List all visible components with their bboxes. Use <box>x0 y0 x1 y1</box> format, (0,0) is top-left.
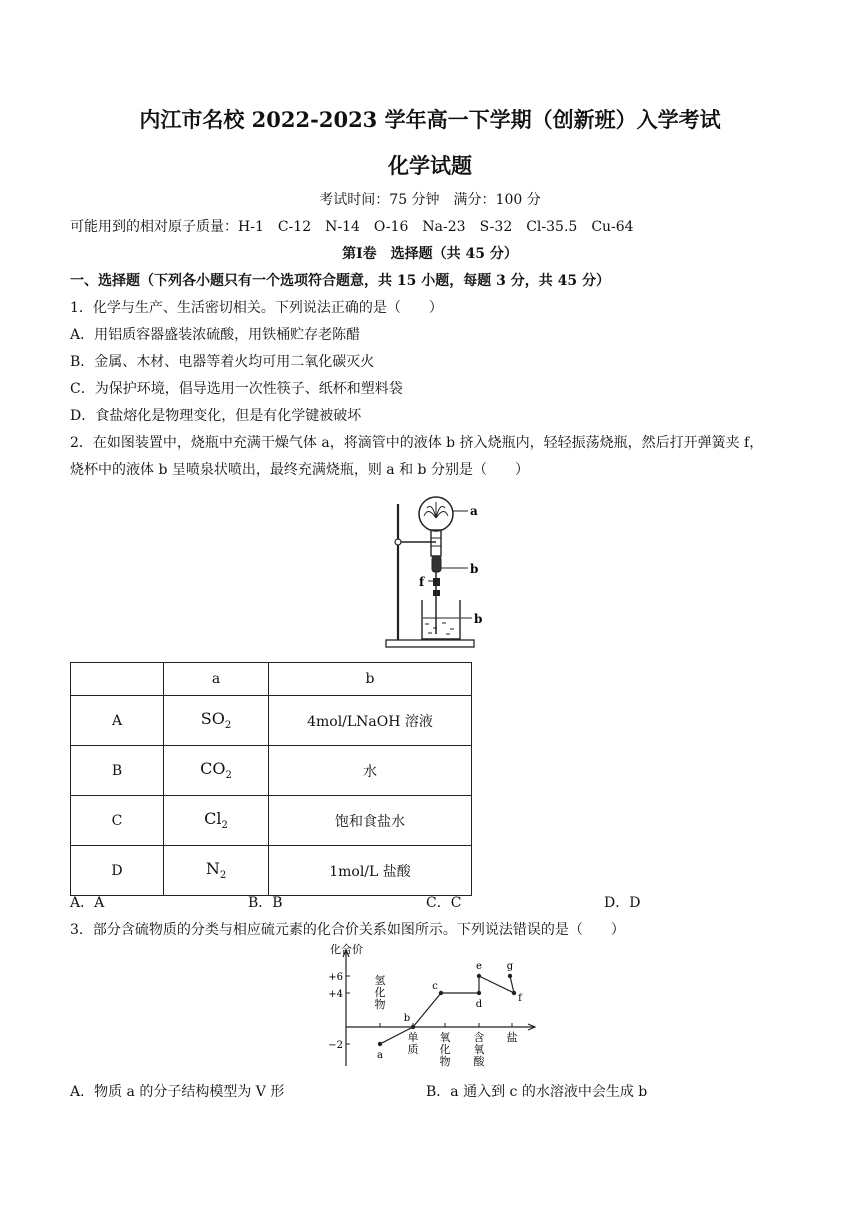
data-point-b <box>411 1025 415 1029</box>
x-tick-label: 物 <box>439 1055 451 1068</box>
x-tick-label: 单 <box>407 1031 419 1044</box>
row-label: C <box>71 796 164 846</box>
data-point-e <box>477 974 481 978</box>
x-tick-label: 质 <box>407 1043 419 1056</box>
q3-option-b: B．a 通入到 c 的水溶液中会生成 b <box>426 1084 648 1100</box>
figure-label-b-beaker: b <box>474 612 483 626</box>
data-label-g: g <box>506 961 514 972</box>
data-label-a: a <box>377 1050 383 1061</box>
sulfur-valence-chart <box>322 938 544 1070</box>
table-header-cell: a <box>164 663 269 696</box>
liquid-cell: 4mol/LNaOH 溶液 <box>269 696 472 746</box>
liquid-cell: 饱和食盐水 <box>269 796 472 846</box>
data-label-d: d <box>475 999 483 1010</box>
x-tick-label: 含 <box>473 1031 485 1044</box>
data-label-c: c <box>432 981 438 992</box>
q2-options-table <box>70 662 472 896</box>
q1-option-b: B．金属、木材、电器等着火均可用二氧化碳灭火 <box>70 354 375 370</box>
fountain-apparatus-figure <box>380 492 495 657</box>
series-line <box>479 976 514 993</box>
gas-formula: N <box>205 859 220 879</box>
q2-stem-line1: 2．在如图装置中，烧瓶中充满干燥气体 a，将滴管中的液体 b 挤入烧瓶内，轻轻振荡烧瓶，然后打开弹簧夹 f， <box>70 435 764 451</box>
data-point-g <box>508 974 512 978</box>
row-label: D <box>71 846 164 896</box>
x-tick-label: 酸 <box>473 1055 485 1068</box>
gas-subscript: 2 <box>225 770 232 782</box>
part-title: 第Ⅰ卷 选择题（共 45 分） <box>342 246 518 262</box>
table-row <box>71 846 472 896</box>
series-line <box>413 993 441 1027</box>
table-row <box>71 696 472 746</box>
x-tick-label: 氧 <box>439 1031 451 1044</box>
q2-answer-c: C．C <box>426 895 462 911</box>
data-point-d <box>477 991 481 995</box>
gas-formula: Cl <box>204 809 222 829</box>
y-tick-label: +6 <box>328 972 343 983</box>
x-tick-label: 物 <box>374 998 386 1011</box>
data-label-f: f <box>518 993 522 1004</box>
table-header-cell: b <box>269 663 472 696</box>
row-label: B <box>71 746 164 796</box>
q3-option-a: A．物质 a 的分子结构模型为 V 形 <box>70 1084 285 1100</box>
q1-option-c: C．为保护环境，倡导选用一次性筷子、纸杯和塑料袋 <box>70 381 403 397</box>
y-tick-label: +4 <box>328 989 343 1000</box>
liquid-cell: 1mol/L 盐酸 <box>269 846 472 896</box>
data-point-a <box>378 1042 382 1046</box>
paper-title: 内江市名校 2022-2023 学年高一下学期（创新班）入学考试 <box>139 107 721 132</box>
q1-option-d: D．食盐熔化是物理变化，但是有化学键被破坏 <box>70 408 362 424</box>
x-tick-label: 化 <box>439 1043 451 1056</box>
paper-subtitle: 化学试题 <box>388 153 472 178</box>
table-row <box>71 746 472 796</box>
row-label: A <box>71 696 164 746</box>
gas-subscript: 2 <box>221 820 228 832</box>
gas-cell <box>164 846 269 896</box>
y-tick-label: −2 <box>328 1040 343 1051</box>
atomic-mass-line: 可能用到的相对原子质量：H-1 C-12 N-14 O-16 Na-23 S-32 Cl-35.5 Cu-64 <box>70 219 634 235</box>
q2-answer-b: B．B <box>248 895 283 911</box>
section-title: 一、选择题（下列各小题只有一个选项符合题意，共 15 小题，每题 3 分，共 45 分） <box>70 273 610 289</box>
gas-subscript: 2 <box>224 720 232 732</box>
q3-stem: 3．部分含硫物质的分类与相应硫元素的化合价关系如图所示。下列说法错误的是（ ） <box>70 922 625 938</box>
q1-stem: 1．化学与生产、生活密切相关。下列说法正确的是（ ） <box>70 300 443 316</box>
q2-answer-a: A．A <box>70 895 105 911</box>
series-line <box>510 976 514 993</box>
q2-stem-line2: 烧杯中的液体 b 呈喷泉状喷出，最终充满烧瓶，则 a 和 b 分别是（ ） <box>70 462 529 478</box>
x-tick-label: 化 <box>374 986 386 999</box>
x-tick-label: 氢 <box>374 974 386 987</box>
figure-label-f: f <box>419 575 425 589</box>
q2-answer-d: D．D <box>604 895 641 911</box>
figure-label-a: a <box>470 504 478 518</box>
gas-subscript: 2 <box>219 870 227 882</box>
x-tick-label: 盐 <box>506 1031 518 1044</box>
exam-info: 考试时间：75 分钟 满分：100 分 <box>319 192 541 208</box>
gas-formula: CO <box>200 759 226 779</box>
x-tick-label: 氧 <box>473 1043 485 1056</box>
gas-formula: SO <box>200 709 225 729</box>
liquid-cell: 水 <box>269 746 472 796</box>
gas-cell <box>164 796 269 846</box>
data-point-c <box>439 991 443 995</box>
data-point-f <box>512 991 516 995</box>
gas-cell <box>164 746 269 796</box>
data-label-b: b <box>403 1013 411 1024</box>
gas-cell <box>164 696 269 746</box>
figure-label-b-dropper: b <box>470 562 479 576</box>
data-label-e: e <box>476 961 482 972</box>
table-header-cell <box>71 663 164 696</box>
table-row <box>71 796 472 846</box>
q1-option-a: A．用铝质容器盛装浓硫酸，用铁桶贮存老陈醋 <box>70 327 361 343</box>
y-axis-label: 化合价 <box>330 943 363 956</box>
table-header-row <box>71 663 472 696</box>
